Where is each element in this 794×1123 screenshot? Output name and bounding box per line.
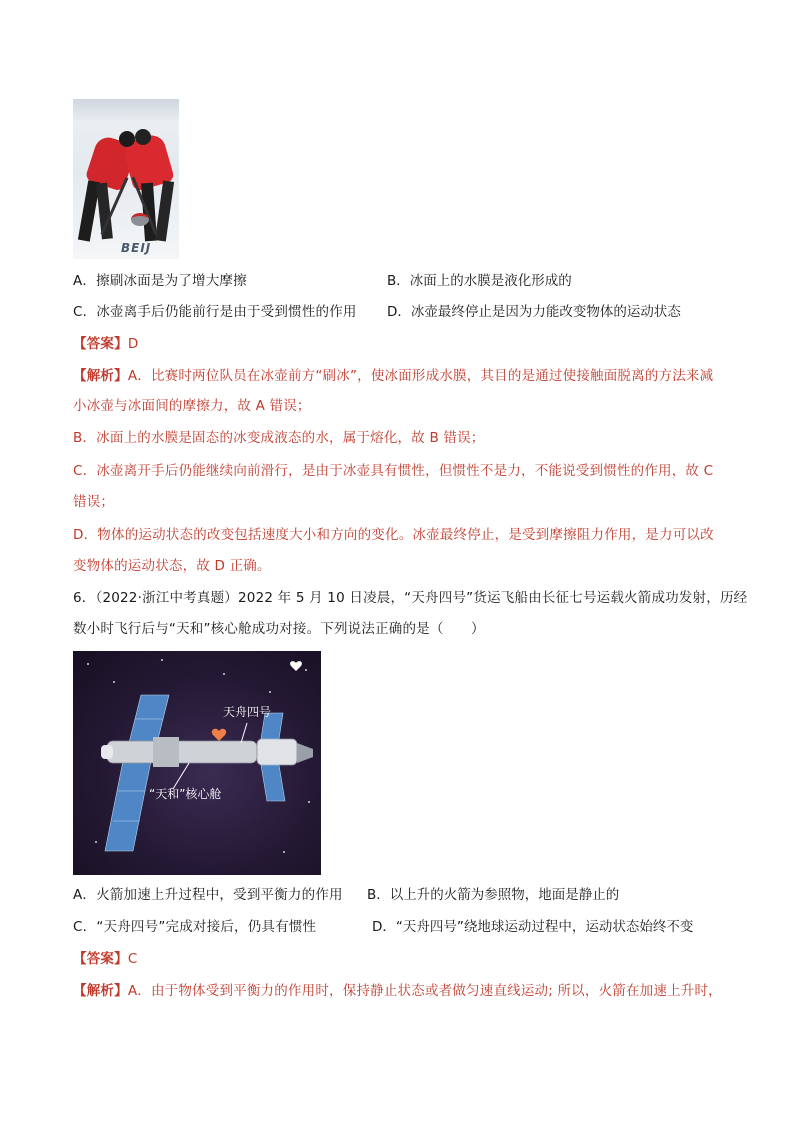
docking-node (101, 745, 113, 759)
player-right-head (135, 129, 151, 145)
left-solar-panel-lower (105, 761, 151, 851)
q5-analysis-line: 错误； (73, 494, 115, 510)
rink-boards (73, 99, 179, 121)
answer-tag: 【答案】 (73, 951, 128, 967)
right-solar-panel-lower (261, 765, 285, 801)
tianzhou-label: 天舟四号 (223, 705, 272, 719)
q5-analysis-line: 变物体的运动状态，故 D 正确。 (73, 558, 271, 574)
answer-value: D (127, 336, 139, 352)
q5-analysis-line: C．冰壶离开手后仍能继续向前滑行，是由于冰壶具有惯性，但惯性不是力，不能说受到惯性的作用，故 C (73, 463, 714, 479)
q6-option-a: A．火箭加速上升过程中，受到平衡力的作用 (73, 887, 343, 903)
tianzhou-cargo-ship (257, 739, 297, 765)
analysis-tag: 【解析】 (73, 983, 128, 999)
heart-sparkle-icon (290, 661, 302, 671)
answer-value: C (127, 951, 138, 967)
space-station-drawing (73, 651, 321, 875)
left-solar-panel-upper (129, 695, 169, 743)
analysis-text: A．由于物体受到平衡力的作用时，保持静止状态或者做匀速直线运动; 所以，火箭在加速上升时， (127, 983, 722, 999)
curling-stone (131, 213, 149, 226)
q5-option-c: C．冰壶离手后仍能前行是由于受到惯性的作用 (73, 304, 357, 320)
q5-option-d: D．冰壶最终停止是因为力能改变物体的运动状态 (387, 304, 681, 320)
q5-analysis-line (73, 366, 713, 386)
space-station-image (73, 651, 321, 875)
q6-option-c: C．“天舟四号”完成对接后，仍具有惯性 (73, 919, 317, 935)
q5-option-b: B．冰面上的水膜是液化形成的 (387, 273, 572, 289)
q5-analysis-line: 小冰壶与冰面间的摩擦力，故 A 错误； (73, 398, 311, 414)
q6-analysis-line (73, 981, 722, 1001)
ship-engine (297, 743, 313, 763)
q5-answer (73, 334, 138, 354)
q6-option-d: D．“天舟四号”绕地球运动过程中，运动状态始终不变 (372, 919, 694, 935)
player-leg (155, 181, 174, 242)
q6-answer (73, 949, 137, 969)
q5-option-a: A．擦刷冰面是为了增大摩擦 (73, 273, 247, 289)
q5-analysis-line: B．冰面上的水膜是固态的冰变成液态的水，属于熔化，故 B 错误； (73, 430, 485, 446)
q5-analysis-line: D．物体的运动状态的改变包括速度大小和方向的变化。冰壶最终停止，是受到摩擦阻力作用，是力可以改 (73, 527, 714, 543)
analysis-text: A．比赛时两位队员在冰壶前方“刷冰”，使冰面形成水膜，其目的是通过使接触面脱离的方法来减 (127, 368, 714, 384)
q6-option-b: B．以上升的火箭为参照物，地面是静止的 (367, 887, 620, 903)
player-left-head (119, 131, 135, 147)
tianzhou-leader-line (241, 723, 247, 743)
tianhe-label: “天和”核心舱 (149, 787, 222, 801)
ice-logo-text: BEIJ (121, 241, 152, 255)
q6-stem: 6．（2022·浙江中考真题）2022 年 5 月 10 日凌晨，“天舟四号”货运飞船由长征七号运载火箭成功发射，历经 (73, 590, 748, 606)
answer-tag: 【答案】 (73, 336, 128, 352)
module-segment (153, 737, 179, 767)
analysis-tag: 【解析】 (73, 368, 128, 384)
heart-icon (212, 729, 226, 741)
tianhe-core-module (107, 741, 257, 763)
curling-photo (73, 99, 179, 259)
q6-stem: 数小时飞行后与“天和”核心舱成功对接。下列说法正确的是（ ） (73, 621, 485, 637)
